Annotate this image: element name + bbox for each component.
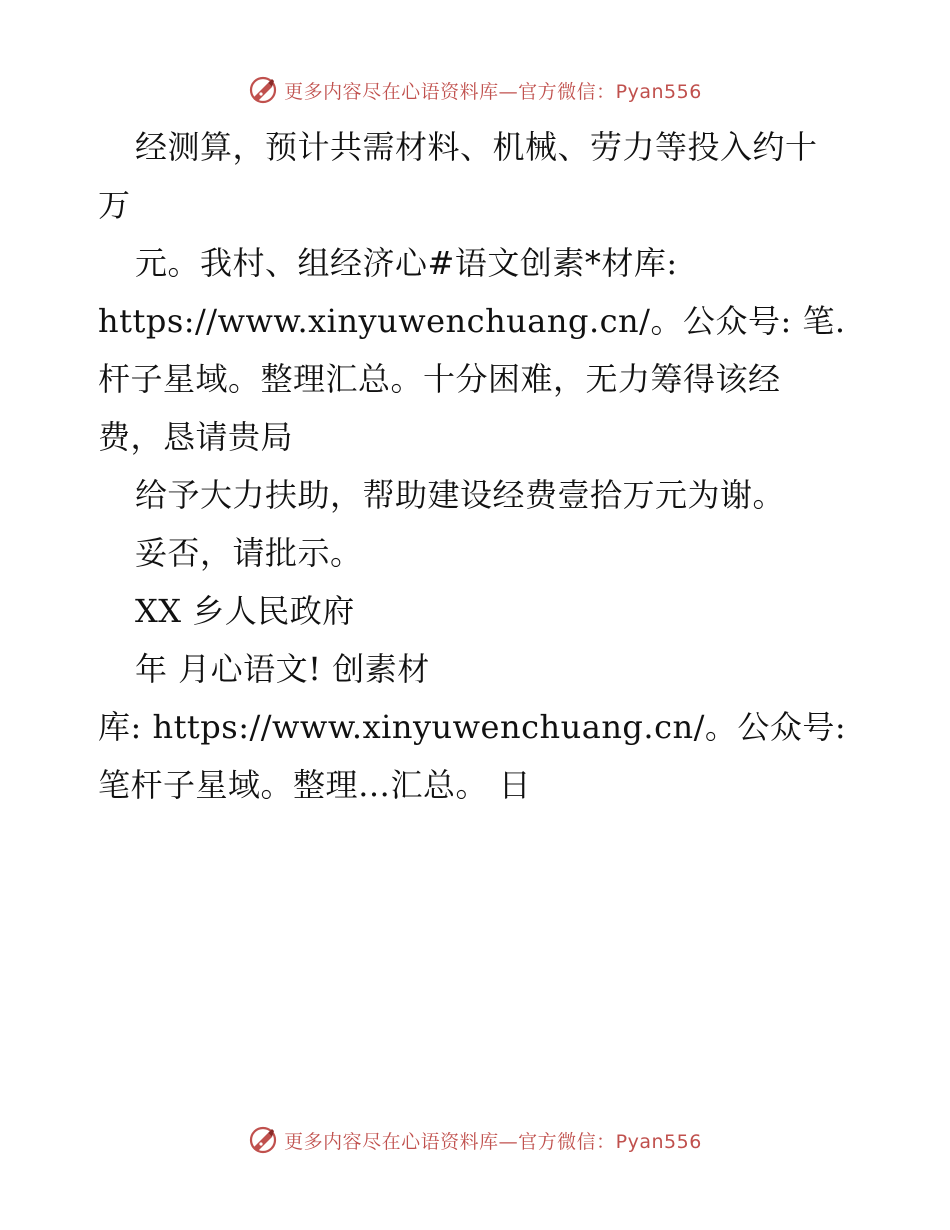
footer-banner-text xyxy=(284,1127,702,1154)
footer-banner-wechat: Pyan556 xyxy=(615,1130,702,1153)
body-line-12: 笔杆子星域。整理…汇总。 日 xyxy=(98,766,532,804)
header-banner-wechat: Pyan556 xyxy=(615,80,702,103)
footer-banner-inner xyxy=(248,1125,702,1155)
document-body xyxy=(98,118,858,814)
header-banner xyxy=(0,72,950,108)
body-line-7: 给予大力扶助，帮助建设经费壹拾万元为谢。 xyxy=(135,476,786,514)
body-line-3: 元。我村、组经济心#语文创素*材库: xyxy=(135,244,678,282)
body-line-6: 费，恳请贵局 xyxy=(98,418,294,456)
footer-banner xyxy=(0,1122,950,1158)
body-line-11: 库: https://www.xinyuwenchuang.cn/。公众号: xyxy=(98,708,847,746)
pen-nib-logo-icon xyxy=(248,1125,278,1155)
body-line-2: 万 xyxy=(98,186,131,224)
header-banner-inner xyxy=(248,75,702,105)
footer-banner-main: 更多内容尽在心语资料库—官方微信： xyxy=(284,1130,616,1153)
body-line-10: 年 月心语文! 创素材 xyxy=(135,650,430,688)
body-line-8: 妥否，请批示。 xyxy=(135,534,363,572)
pen-nib-logo-icon xyxy=(248,75,278,105)
header-banner-text xyxy=(284,77,702,104)
body-line-9: XX 乡人民政府 xyxy=(135,592,355,630)
header-banner-main: 更多内容尽在心语资料库—官方微信： xyxy=(284,80,616,103)
body-line-4: https://www.xinyuwenchuang.cn/。公众号: 笔. xyxy=(98,302,846,340)
body-line-1: 经测算，预计共需材料、机械、劳力等投入约十 xyxy=(135,128,818,166)
body-line-5: 杆子星域。整理汇总。十分困难，无力筹得该经 xyxy=(98,360,781,398)
